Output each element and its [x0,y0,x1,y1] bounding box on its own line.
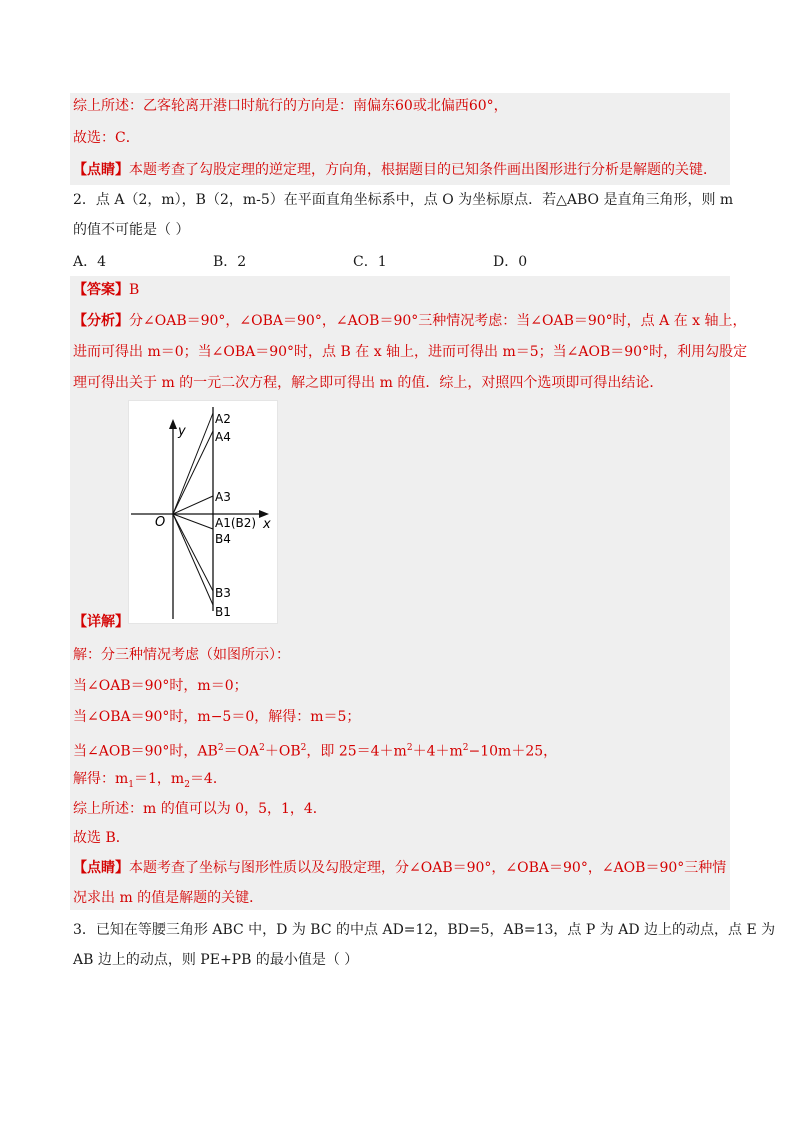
point-label-a1b2: A1(B2) [215,516,257,530]
point-label-b3: B3 [215,586,231,600]
detail-line6: 综上所述：m 的值可以为 0，5，1，4． [73,801,327,817]
y-axis-label: y [178,424,186,439]
q2-analysis-line3: 理可得出关于 m 的一元二次方程，解之即可得出 m 的值．综上，对照四个选项即可得出结论． [73,375,664,391]
segment-ob3 [173,514,213,591]
q2-answer-line [73,280,139,300]
detail-line2: 当∠OAB＝90°时，m＝0； [73,678,248,694]
top-conclusion-line: 综上所述：乙客轮离开港口时航行的方向是：南偏东60或北偏西60°， [73,98,508,114]
answer-tag: 【答案】 [73,282,129,298]
coordinate-svg [129,401,277,623]
q2-option-d: D．0 [493,254,528,270]
segment-oa4 [173,431,213,514]
sup-ob: 2 [300,743,307,753]
q3-line1: 3．已知在等腰三角形 ABC 中，D 为 BC 的中点 AD=12，BD=5，AB=13，点 P 为 AD 边上的动点，点 E 为 [73,922,776,938]
q2-dianjing-line2: 况求出 m 的值是解题的关键． [73,890,264,906]
sup-m1: 2 [406,743,413,753]
detail-line5-c: ＝4． [189,771,227,787]
q2-stem-line1: 2．点 A（2，m），B（2，m-5）在平面直角坐标系中，点 O 为坐标原点．若△ABO 是直角三角形，则 m [73,192,734,208]
detail-tag-line [73,612,129,632]
sub-2: 2 [184,779,190,790]
analysis-tag: 【分析】 [73,313,129,329]
top-dianjing-line [73,160,717,180]
top-choice-line: 故选：C． [73,130,140,146]
sup-m2: 2 [462,743,469,753]
analysis-text-1: 分∠OAB＝90°，∠OBA＝90°，∠AOB＝90°三种情况考虑：当∠OAB＝90°时，点 A 在 x 轴上， [129,313,747,329]
q2-dianjing-line1 [73,858,726,878]
detail-line1: 解：分三种情况考虑（如图所示）： [73,647,290,663]
detail-line5-b: ＝1，m [134,771,185,787]
q2-option-c: C．1 [353,254,387,270]
detail-line4-f: −10m＋25， [468,743,558,760]
point-label-b4: B4 [215,532,231,546]
point-label-a4: A4 [215,430,231,444]
detail-line4-e: ＋4＋m [412,743,463,760]
detail-line5 [73,769,227,795]
detail-line4 [73,738,557,762]
origin-label: O [155,515,166,530]
detail-line7: 故选 B． [73,830,130,846]
detail-line3: 当∠OBA＝90°时，m−5＝0，解得：m＝5； [73,709,361,725]
y-axis-arrow [169,419,177,429]
point-label-a2: A2 [215,412,231,426]
detail-line4-b: ＝OA [223,743,260,760]
detail-line5-a: 解得：m [73,771,129,787]
q2-analysis-line2: 进而可得出 m＝0；当∠OBA＝90°时，点 B 在 x 轴上，进而可得出 m＝5；当∠AOB＝90°时，利用勾股定 [73,344,748,360]
answer-value: B [129,282,140,298]
x-axis-label: x [263,517,271,532]
dianjing-tag: 【点睛】 [73,162,129,178]
sub-1: 1 [128,779,135,790]
point-label-a3: A3 [215,490,231,504]
detail-line4-a: 当∠AOB＝90°时，AB [73,743,218,760]
q2-analysis-line1 [73,311,747,331]
q2-option-b: B．2 [213,254,247,270]
q2-option-a: A．4 [73,254,107,270]
detail-line4-c: ＋OB [264,743,301,760]
point-label-b1: B1 [215,605,231,619]
dianjing-text: 本题考查了勾股定理的逆定理，方向角，根据题目的已知条件画出图形进行分析是解题的关键． [129,162,717,178]
q2-stem-line2: 的值不可能是（ ） [73,222,190,238]
q3-line2: AB 边上的动点，则 PE+PB 的最小值是（ ） [73,952,359,968]
q2-dianjing-text-1: 本题考查了坐标与图形性质以及勾股定理，分∠OAB＝90°，∠OBA＝90°，∠AOB＝90°三种情 [129,860,727,876]
detail-tag: 【详解】 [73,614,129,630]
sup-oa: 2 [259,743,265,753]
sup-ab: 2 [217,743,224,753]
detail-line4-d: ，即 25＝4＋m [306,743,407,760]
segment-ob1 [173,514,213,605]
q2-dianjing-tag: 【点睛】 [73,860,129,876]
coordinate-figure [128,400,278,624]
